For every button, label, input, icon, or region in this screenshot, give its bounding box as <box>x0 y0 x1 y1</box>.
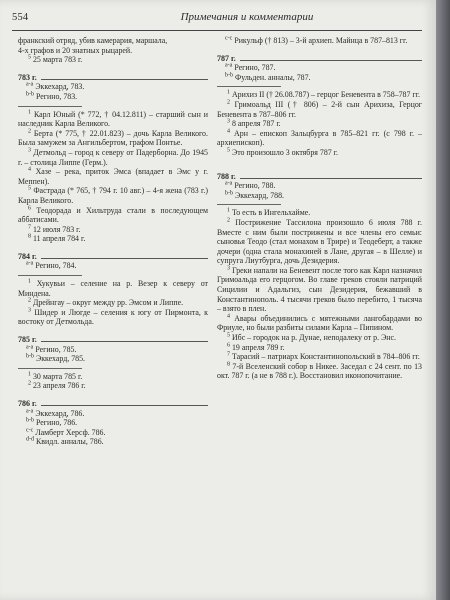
note-text: 8 апреля 787 г. <box>231 119 281 129</box>
note-mark: 2 <box>227 99 230 106</box>
source-text: Эккехард, 786. <box>35 408 85 418</box>
note-text: Это произошло 3 октября 787 г. <box>231 147 338 157</box>
source-mark: b-b <box>26 353 34 360</box>
note-text: Арихиз II († 26.08.787) – герцог Беневента в 758–787 гг. <box>231 90 420 100</box>
section-year: 788 г. <box>217 171 236 181</box>
source-mark: b-b <box>225 190 233 197</box>
footnote <box>217 218 422 266</box>
footnote <box>217 119 422 129</box>
section-rule <box>41 258 208 259</box>
source-text: Эккехард, 788. <box>234 190 285 200</box>
note-divider <box>18 275 82 276</box>
note-text: Гримоальд III († 806) – 2-й сын Арихиза, Герцог Беневента в 787–806 гг. <box>217 99 422 119</box>
source-line <box>26 82 208 92</box>
footnote <box>217 352 422 362</box>
note-text: 11 апреля 784 г. <box>32 234 86 244</box>
note-mark: 4 <box>227 128 230 135</box>
section-rule <box>240 178 422 179</box>
footnote <box>217 343 422 353</box>
section-year: 784 г. <box>18 251 37 261</box>
source-line <box>225 181 422 191</box>
footnote <box>18 186 208 205</box>
note-mark: 5 <box>227 332 230 339</box>
source-mark: a-a <box>225 180 233 187</box>
note-divider <box>217 204 281 205</box>
note-mark: 6 <box>28 204 31 211</box>
source-text: Регино, 785. <box>35 344 77 354</box>
note-text: 30 марта 785 г. <box>32 371 83 381</box>
source-text: Регино, 787. <box>234 63 276 73</box>
source-mark: b-b <box>26 417 34 424</box>
text-line: 4-х графов и 20 знатных рыцарей. <box>18 45 133 55</box>
source-line <box>225 191 422 201</box>
spacer <box>217 158 422 164</box>
note-text: Берта (* 775, † 22.01.823) – дочь Карла Великого. Была замужем за Ангильбертом, графом Понтье. <box>18 128 208 148</box>
footnote <box>217 266 422 314</box>
source-text: Регино, 786. <box>35 418 78 428</box>
page-header <box>12 8 422 31</box>
source-mark: a-a <box>26 344 34 350</box>
footnote <box>18 206 208 225</box>
note-mark: 4 <box>227 313 230 320</box>
footnote <box>18 381 208 391</box>
page-number: 554 <box>12 12 29 23</box>
note-mark: 1 <box>28 108 31 115</box>
note-text: 25 марта 783 г. <box>32 55 83 65</box>
note-mark: 3 <box>28 307 31 314</box>
section-year: 787 г. <box>217 53 236 63</box>
note-mark: 7 <box>227 351 230 358</box>
source-line <box>26 354 208 364</box>
note-mark: 8 <box>28 233 31 240</box>
section-heading <box>18 73 208 83</box>
source-text: Ламберт Херсф. 786. <box>35 427 106 437</box>
source-mark: a-a <box>225 62 233 69</box>
source-mark: c-c <box>225 35 233 42</box>
section-rule <box>41 405 208 406</box>
left-column <box>18 36 208 447</box>
note-text: Теодорада и Хильтруда стали в последующем аббатисами. <box>18 205 208 225</box>
note-mark: 3 <box>227 118 230 125</box>
note-mark: 6 <box>227 342 230 348</box>
note-mark: 5 <box>28 54 31 61</box>
section-year: 786 г. <box>18 399 37 408</box>
running-title: Примечания и комментарии <box>180 11 314 23</box>
note-text: 7-й Вселенский собор в Никее. Заседал с 24 сент. по 13 окт. 787 г. (а не в 788 г.). Восстановил иконопочитание. <box>217 361 422 381</box>
note-divider <box>18 106 82 107</box>
note-text: Пострижение Тассилона произошло 6 июля 788 г. Вместе с ним были пострижены и все члены его семьи: сыновья Теодо (стал монахом в Трире) и Теодеберт, а также дочери (одна стала монахиней в Лане, другая – в Шелле) и супруга Лиутбурга, дочь Дезидерия. <box>217 217 422 266</box>
footnote <box>217 148 422 158</box>
footnote <box>18 279 208 298</box>
note-mark: 5 <box>227 147 230 154</box>
footnote <box>18 225 208 235</box>
source-text: Регино, 783. <box>35 91 78 101</box>
footnote <box>18 167 208 186</box>
source-line <box>225 73 422 83</box>
source-mark: a-a <box>26 407 34 414</box>
source-line <box>225 36 422 46</box>
note-text: 19 апреля 789 г. <box>231 342 285 352</box>
note-text: Дрейнгау – округ между рр. Эмсом и Липпе. <box>32 298 184 308</box>
source-text: Фульден. анналы, 787. <box>234 72 311 82</box>
source-line <box>26 261 208 271</box>
footnote <box>217 90 422 100</box>
section-rule <box>41 341 208 342</box>
note-mark: 2 <box>227 217 230 224</box>
section-heading <box>18 335 208 345</box>
source-mark: a-a <box>26 81 34 88</box>
source-mark: c-c <box>26 427 34 434</box>
source-text: Квидл. анналы, 786. <box>35 437 104 447</box>
note-mark: 3 <box>227 265 230 272</box>
note-text: Детмольд – город к северу от Падерборна. До 1945 г. – столица Липпе (Герм.). <box>18 147 208 167</box>
section-heading <box>18 399 208 409</box>
note-mark: 2 <box>28 297 31 304</box>
note-text: Хазе – река, приток Эмса (впадает в Эмс у г. Меппен). <box>18 167 208 186</box>
source-mark: d-d <box>26 436 34 443</box>
note-mark: 2 <box>28 380 31 387</box>
source-text: Регино, 788. <box>234 181 276 191</box>
source-line <box>26 345 208 355</box>
note-divider <box>18 368 82 369</box>
note-mark: 1 <box>227 89 230 96</box>
note-mark: 1 <box>28 278 31 285</box>
note-text: Ибс – городок на р. Дунае, неподалеку от р. Энс. <box>231 333 396 343</box>
right-column <box>217 36 422 381</box>
section-rule <box>41 79 208 80</box>
note-text: Тарасий – патриарх Константинопольский в 784–806 гг. <box>231 352 420 362</box>
footnote <box>18 148 208 167</box>
book-spine <box>436 0 450 600</box>
section-rule <box>240 60 422 61</box>
note-mark: 5 <box>28 185 31 192</box>
note-mark: 4 <box>28 166 31 173</box>
note-mark: 7 <box>28 224 31 231</box>
text-line: франкский отряд, убив камерария, маршала, <box>18 36 168 45</box>
footnote <box>18 55 208 65</box>
note-mark: 2 <box>28 128 31 135</box>
footnote <box>217 314 422 333</box>
footnote <box>18 372 208 382</box>
section-heading <box>217 54 422 64</box>
footnote <box>18 298 208 308</box>
source-mark: a-a <box>26 260 34 267</box>
source-text: Рикульф († 813) – 3-й архиеп. Майнца в 787–813 гг. <box>234 36 408 45</box>
note-text: Греки напали на Беневент после того как Карл назначил Гримоальда его герцогом. Во главе греков стояли патриций Сицилии и Адальгиз, сын Дезидерия, бежавший в Константинополь. 4 тысячи греков было перебито, 1 тысяча – взято в плен. <box>217 265 422 314</box>
note-text: Карл Юный (* 772, † 04.12.811) – старший сын и наследник Карла Великого. <box>18 109 208 129</box>
source-line <box>26 428 208 438</box>
source-text: Регино, 784. <box>35 261 77 271</box>
footnote <box>217 129 422 148</box>
footnote <box>217 333 422 343</box>
source-line <box>26 418 208 428</box>
note-mark: 8 <box>227 361 230 368</box>
source-line <box>26 409 208 419</box>
source-text: Эккехард, 785. <box>35 354 86 364</box>
note-text: То есть в Ингельхайме. <box>231 208 311 218</box>
note-mark: 3 <box>28 147 31 154</box>
section-year: 785 г. <box>18 335 37 345</box>
section-year: 783 г. <box>18 72 37 82</box>
footnote <box>18 308 208 327</box>
note-text: Фастрада (* 765, † 794 г. 10 авг.) – 4-я жена (783 г.) Карла Великого. <box>18 186 208 205</box>
note-mark: 1 <box>227 207 230 214</box>
footnote <box>18 129 208 148</box>
note-text: Хукувьи – селение на р. Везер к северу от Миндена. <box>18 279 208 298</box>
note-mark: 1 <box>28 371 31 378</box>
source-mark: b-b <box>225 72 233 79</box>
footnote <box>217 362 422 381</box>
footnote <box>18 110 208 129</box>
footnote <box>18 234 208 244</box>
source-line <box>225 63 422 73</box>
source-line <box>26 92 208 102</box>
note-text: 12 июля 783 г. <box>32 224 81 234</box>
source-mark: b-b <box>26 91 34 98</box>
footnote <box>217 208 422 218</box>
note-divider <box>217 86 281 87</box>
note-text: 23 апреля 786 г. <box>32 381 86 391</box>
source-text: Эккехард, 783. <box>35 82 85 92</box>
note-text: Авары объединились с мятежными лангобардами во Фриуле, но были разбиты силами Карла – Пипином. <box>217 313 422 333</box>
footnote <box>217 100 422 119</box>
section-heading <box>217 172 422 182</box>
source-line <box>26 437 208 447</box>
note-text: Арн – епископ Зальцбурга в 785–821 гг. (с 798 г. – архиепископ). <box>217 128 422 148</box>
note-text: Шидер и Люгде – селения к югу от Пирмонта, к востоку от Детмольда. <box>18 307 209 327</box>
